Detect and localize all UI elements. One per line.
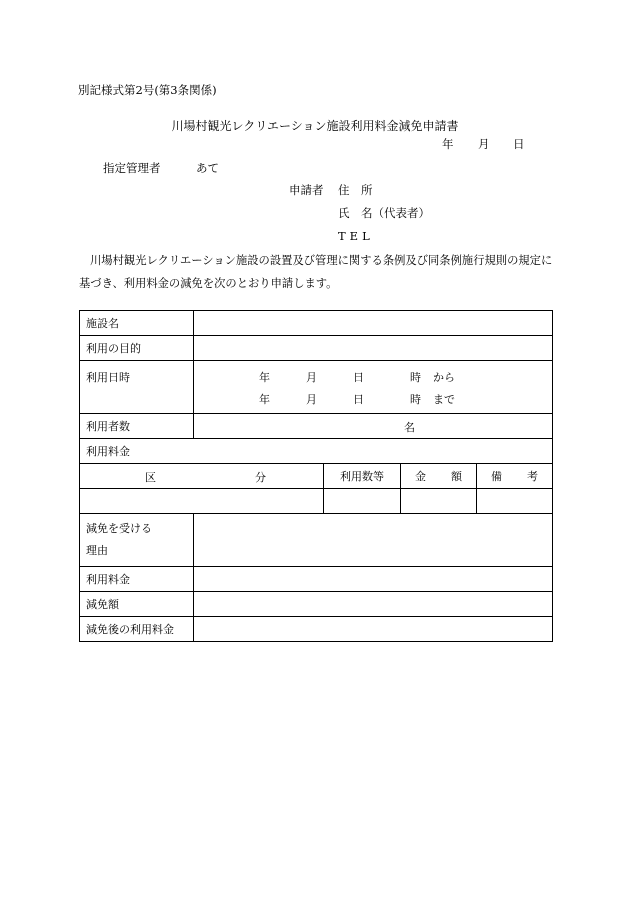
- fee-note-cell[interactable]: [477, 489, 553, 514]
- dt-from-month: 月: [306, 371, 317, 384]
- discount-field[interactable]: [194, 592, 553, 617]
- dt-from-year: 年: [259, 371, 270, 384]
- table-row: [80, 617, 553, 642]
- fee-kubun-cell[interactable]: [80, 489, 324, 514]
- table-row: [80, 336, 553, 361]
- fee-count-cell[interactable]: [324, 489, 401, 514]
- purpose-label: 利用の目的: [80, 336, 194, 361]
- table-row: [80, 514, 553, 567]
- discount-label: 減免額: [80, 592, 194, 617]
- dt-from-text: から: [433, 371, 455, 384]
- dt-from-day: 日: [353, 371, 364, 384]
- fee-section-label: 利用料金: [80, 439, 553, 464]
- datetime-label: 利用日時: [80, 361, 194, 414]
- reason-label-line-2: 理由: [86, 544, 108, 557]
- col-note-char-2: 考: [527, 470, 538, 483]
- form-title: 川場村観光レクリエーション施設利用料金減免申請書: [171, 119, 459, 133]
- name-label: 氏 名（代表者）: [338, 206, 430, 220]
- reason-field[interactable]: [194, 514, 553, 567]
- col-kubun-header: [80, 464, 324, 489]
- facility-name-field[interactable]: [194, 311, 553, 336]
- form-number: 別記様式第2号(第3条関係): [78, 83, 217, 97]
- addressee-label: 指定管理者: [103, 161, 161, 175]
- addressee-suffix: あて: [196, 161, 219, 175]
- after-fee-field[interactable]: [194, 617, 553, 642]
- col-kubun-char-2: 分: [255, 471, 266, 484]
- col-kubun-char-1: 区: [145, 471, 156, 484]
- datetime-from-line: [200, 365, 546, 387]
- application-table: [79, 310, 553, 642]
- table-row: [80, 592, 553, 617]
- col-amount-char-1: 金: [415, 470, 426, 483]
- reason-label: [80, 514, 194, 567]
- date-day-label: 日: [513, 137, 525, 151]
- table-row: [80, 439, 553, 464]
- dt-until-year: 年: [259, 393, 270, 406]
- fee-field[interactable]: [194, 567, 553, 592]
- table-row: [80, 311, 553, 336]
- col-note-char-1: 備: [491, 470, 502, 483]
- col-amount-char-2: 額: [451, 470, 462, 483]
- dt-from-hour: 時: [410, 371, 421, 384]
- applicant-label: 申請者: [289, 183, 324, 197]
- col-count-header: 利用数等: [324, 464, 401, 489]
- fee-table-row: [80, 489, 553, 514]
- date-year-label: 年: [442, 137, 454, 151]
- fee-label: 利用料金: [80, 567, 194, 592]
- fee-amount-cell[interactable]: [401, 489, 477, 514]
- dt-until-text: まで: [433, 393, 455, 406]
- purpose-field[interactable]: [194, 336, 553, 361]
- date-month-label: 月: [478, 137, 490, 151]
- col-note-header: [477, 464, 553, 489]
- table-row: [80, 361, 553, 414]
- after-fee-label: 減免後の利用料金: [80, 617, 194, 642]
- address-label: 住 所: [338, 183, 373, 197]
- dt-until-month: 月: [306, 393, 317, 406]
- facility-name-label: 施設名: [80, 311, 194, 336]
- users-unit: 名: [404, 421, 415, 434]
- dt-until-hour: 時: [410, 393, 421, 406]
- datetime-field[interactable]: [194, 361, 553, 414]
- table-row: [80, 567, 553, 592]
- table-row: [80, 414, 553, 439]
- application-statement: 川場村観光レクリエーション施設の設置及び管理に関する条例及び同条例施行規則の規定に基づき、利用料金の減免を次のとおり申請します。: [79, 254, 553, 290]
- tel-label: TEL: [338, 229, 374, 243]
- dt-until-day: 日: [353, 393, 364, 406]
- datetime-until-line: [200, 387, 546, 409]
- fee-table-header: [80, 464, 553, 489]
- users-label: 利用者数: [80, 414, 194, 439]
- col-amount-header: [401, 464, 477, 489]
- reason-label-line-1: 減免を受ける: [86, 522, 152, 535]
- users-field[interactable]: [194, 414, 553, 439]
